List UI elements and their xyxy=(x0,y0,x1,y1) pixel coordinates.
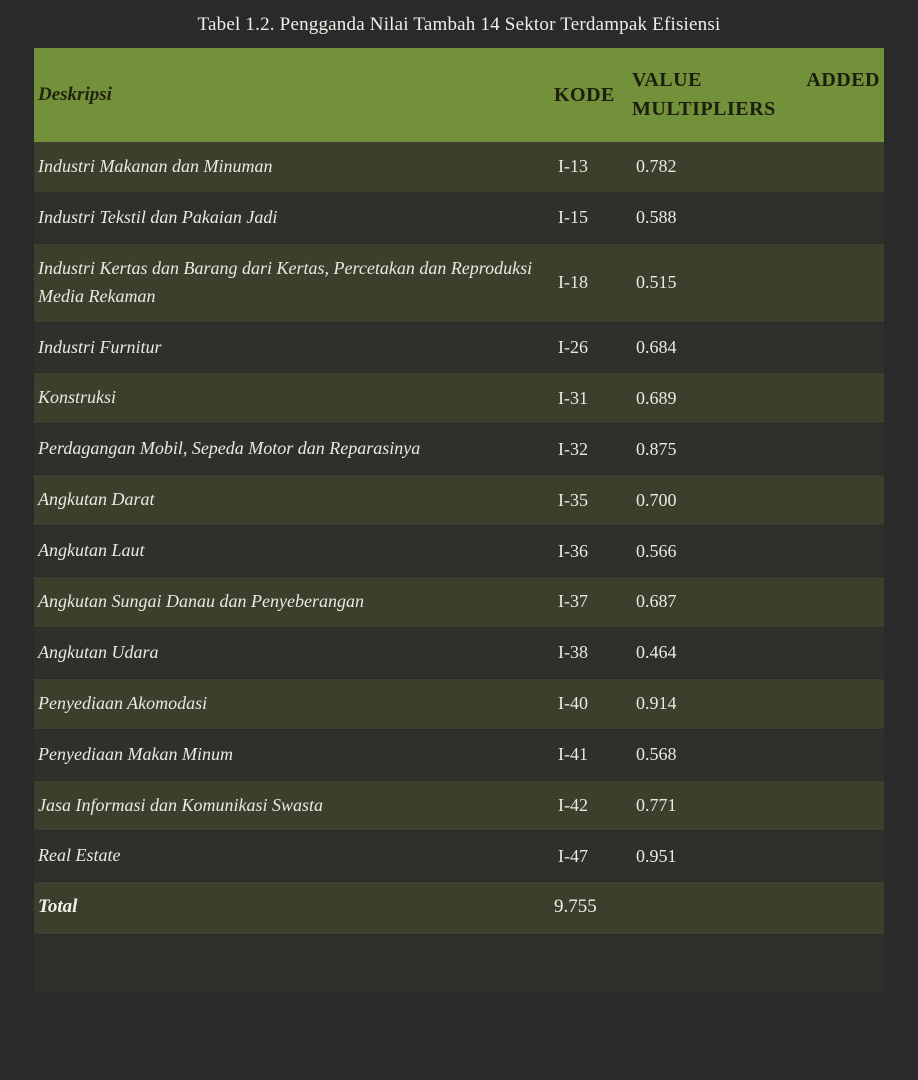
cell-value: 0.684 xyxy=(632,322,884,373)
total-value: 9.755 xyxy=(554,882,884,935)
cell-description: Perdagangan Mobil, Sepeda Motor dan Reparasinya xyxy=(34,424,554,475)
cell-description: Konstruksi xyxy=(34,373,554,424)
cell-value: 0.515 xyxy=(632,243,884,322)
cell-value: 0.566 xyxy=(632,526,884,577)
cell-code: I-41 xyxy=(554,729,632,780)
column-header-value-line2: MULTIPLIERS xyxy=(632,98,776,120)
table-row xyxy=(34,577,884,628)
cell-description: Industri Furnitur xyxy=(34,322,554,373)
column-header-value-line1: VALUE ADDED xyxy=(632,69,880,91)
cell-code: I-15 xyxy=(554,192,632,243)
cell-code: I-47 xyxy=(554,831,632,882)
column-header-code: KODE xyxy=(554,48,632,142)
cell-code: I-42 xyxy=(554,780,632,831)
cell-description: Angkutan Darat xyxy=(34,475,554,526)
total-label: Total xyxy=(34,882,554,935)
table-body xyxy=(34,142,884,991)
cell-code: I-40 xyxy=(554,678,632,729)
cell-code: I-26 xyxy=(554,322,632,373)
cell-code: I-32 xyxy=(554,424,632,475)
cell-value: 0.951 xyxy=(632,831,884,882)
cell-description: Industri Makanan dan Minuman xyxy=(34,142,554,192)
column-header-value-added-multipliers xyxy=(632,48,884,142)
cell-value: 0.568 xyxy=(632,729,884,780)
table-title: Tabel 1.2. Pengganda Nilai Tambah 14 Sektor Terdampak Efisiensi xyxy=(197,14,721,35)
cell-description: Penyediaan Makan Minum xyxy=(34,729,554,780)
cell-code: I-36 xyxy=(554,526,632,577)
cell-code: I-13 xyxy=(554,142,632,192)
cell-value: 0.588 xyxy=(632,192,884,243)
cell-value: 0.782 xyxy=(632,142,884,192)
cell-value: 0.875 xyxy=(632,424,884,475)
cell-description: Angkutan Laut xyxy=(34,526,554,577)
cell-code: I-31 xyxy=(554,373,632,424)
table-total-row xyxy=(34,882,884,935)
cell-description: Jasa Informasi dan Komunikasi Swasta xyxy=(34,780,554,831)
table-row xyxy=(34,729,884,780)
table-row xyxy=(34,526,884,577)
cell-value: 0.689 xyxy=(632,373,884,424)
table-row xyxy=(34,780,884,831)
table-row xyxy=(34,475,884,526)
cell-code: I-37 xyxy=(554,577,632,628)
cell-value: 0.687 xyxy=(632,577,884,628)
table-header-row xyxy=(34,48,884,142)
table-footer-spacer xyxy=(34,935,884,992)
cell-value: 0.914 xyxy=(632,678,884,729)
cell-value: 0.771 xyxy=(632,780,884,831)
spacer-cell xyxy=(34,935,884,992)
cell-value: 0.464 xyxy=(632,627,884,678)
table-row xyxy=(34,243,884,322)
table-row xyxy=(34,192,884,243)
cell-description: Penyediaan Akomodasi xyxy=(34,678,554,729)
table-header xyxy=(34,48,884,142)
value-added-multipliers-table xyxy=(34,48,884,991)
table-row xyxy=(34,142,884,192)
cell-code: I-18 xyxy=(554,243,632,322)
table-row xyxy=(34,322,884,373)
table-row xyxy=(34,678,884,729)
cell-description: Angkutan Udara xyxy=(34,627,554,678)
table-row xyxy=(34,424,884,475)
cell-description: Real Estate xyxy=(34,831,554,882)
cell-description: Industri Kertas dan Barang dari Kertas, Percetakan dan Reproduksi Media Rekaman xyxy=(34,243,554,322)
table-row xyxy=(34,627,884,678)
table-row xyxy=(34,831,884,882)
cell-description: Industri Tekstil dan Pakaian Jadi xyxy=(34,192,554,243)
cell-value: 0.700 xyxy=(632,475,884,526)
cell-code: I-38 xyxy=(554,627,632,678)
column-header-description: Deskripsi xyxy=(34,48,554,142)
table-row xyxy=(34,373,884,424)
cell-description: Angkutan Sungai Danau dan Penyeberangan xyxy=(34,577,554,628)
cell-code: I-35 xyxy=(554,475,632,526)
